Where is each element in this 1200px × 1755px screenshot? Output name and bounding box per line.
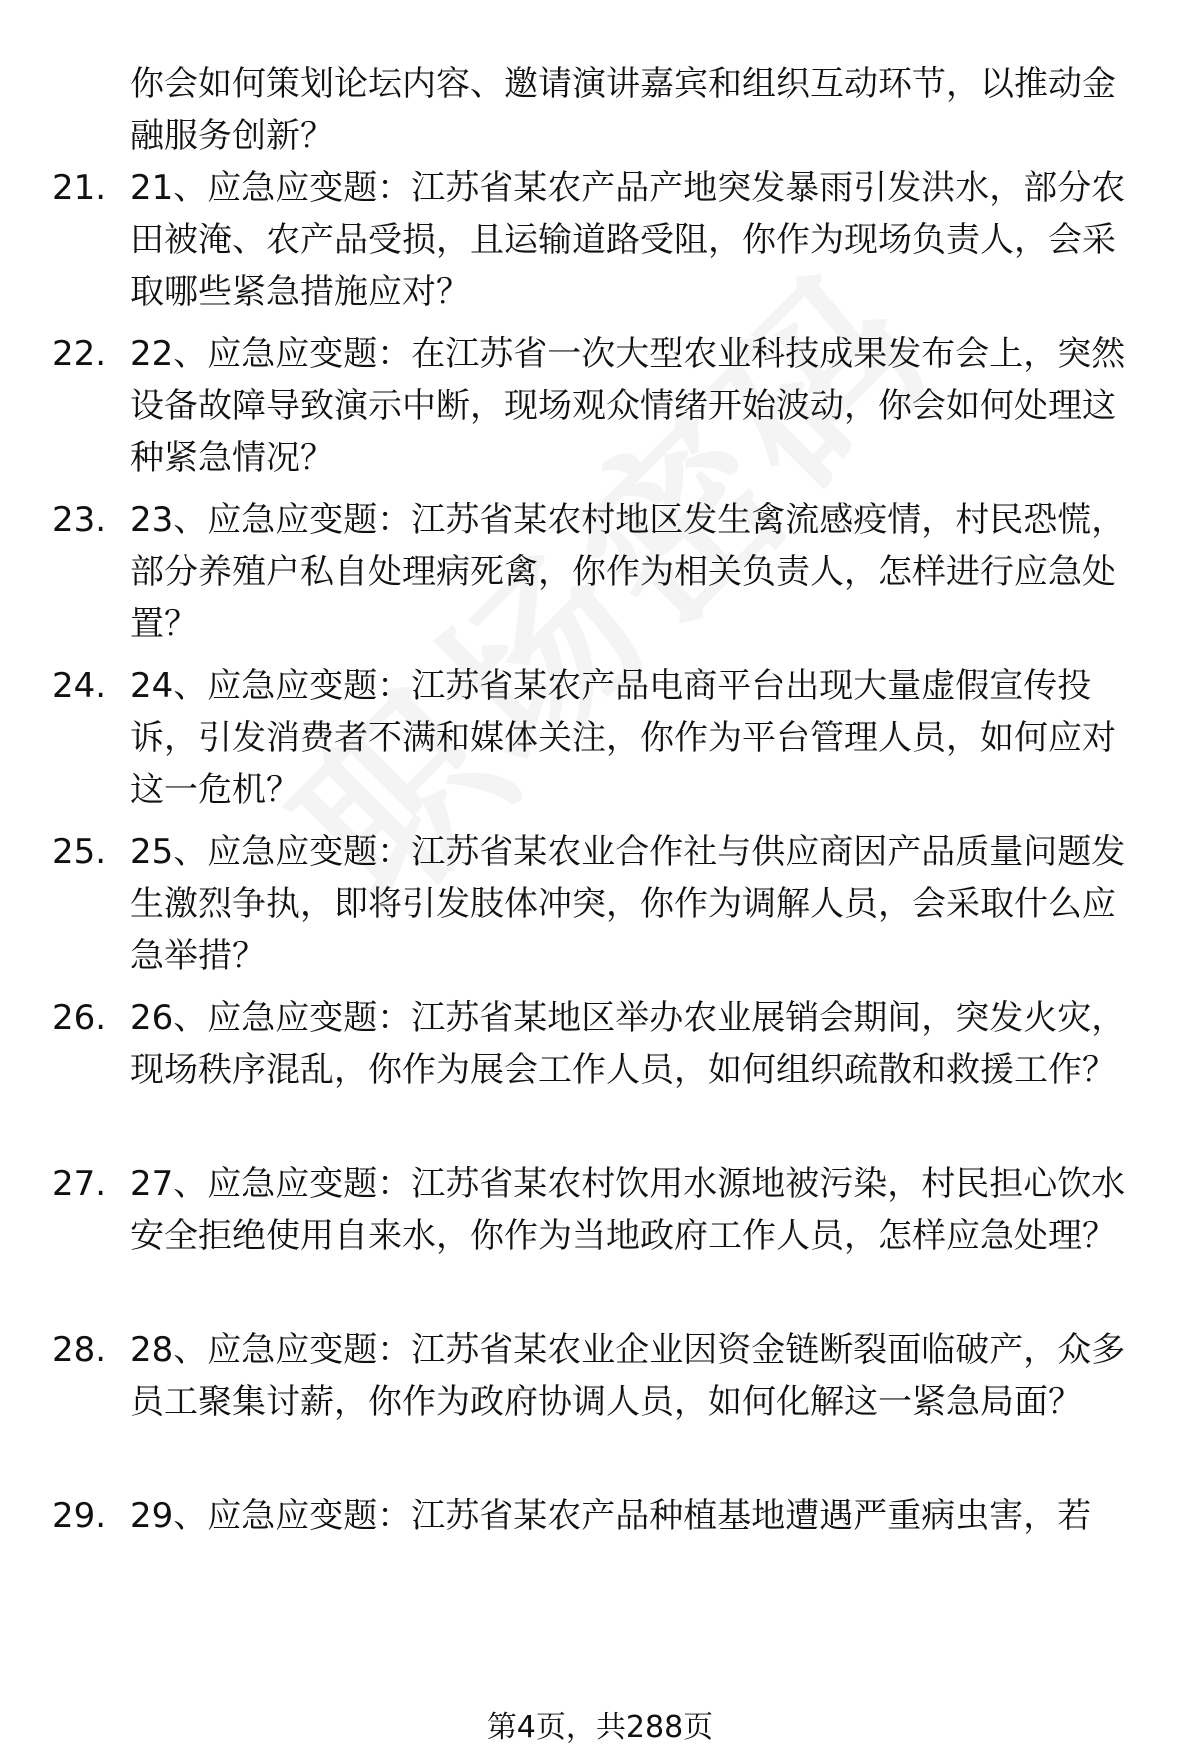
item-text: 26、应急应变题：江苏省某地区举办农业展销会期间，突发火灾，现场秩序混乱，你作为展会工作人员，如何组织疏散和救援工作？	[130, 998, 1126, 1090]
item-text: 28、应急应变题：江苏省某农业企业因资金链断裂面临破产，众多员工聚集讨薪，你作为政府协调人员，如何化解这一紧急局面？	[130, 1330, 1126, 1422]
item-number: 22.	[52, 334, 107, 374]
item-number: 27.	[52, 1164, 107, 1204]
item-number: 23.	[52, 500, 107, 540]
page-footer: 第4页，共288页	[486, 1710, 714, 1745]
item-number: 28.	[52, 1330, 107, 1370]
item-number: 26.	[52, 998, 107, 1038]
item-number: 25.	[52, 832, 107, 872]
item-text: 22、应急应变题：在江苏省一次大型农业科技成果发布会上，突然设备故障导致演示中断，现场观众情绪开始波动，你会如何处理这种紧急情况？	[130, 334, 1126, 478]
item-text: 23、应急应变题：江苏省某农村地区发生禽流感疫情，村民恐慌，部分养殖户私自处理病死禽，你作为相关负责人，怎样进行应急处置？	[130, 500, 1126, 644]
item-text: 27、应急应变题：江苏省某农村饮用水源地被污染，村民担心饮水安全拒绝使用自来水，你作为当地政府工作人员，怎样应急处理？	[130, 1164, 1126, 1256]
item-number: 21.	[52, 168, 107, 208]
item-text: 21、应急应变题：江苏省某农产品产地突发暴雨引发洪水，部分农田被淹、农产品受损，且运输道路受阻，你作为现场负责人，会采取哪些紧急措施应对？	[130, 168, 1126, 312]
item-number: 24.	[52, 666, 107, 706]
continued-question-text: 你会如何策划论坛内容、邀请演讲嘉宾和组织互动环节，以推动金融服务创新？	[130, 64, 1116, 156]
item-text: 25、应急应变题：江苏省某农业合作社与供应商因产品质量问题发生激烈争执，即将引发肢体冲突，你作为调解人员，会采取什么应急举措？	[130, 832, 1126, 976]
item-text: 29、应急应变题：江苏省某农产品种植基地遭遇严重病虫害，若	[130, 1496, 1092, 1536]
item-number: 29.	[52, 1496, 107, 1536]
item-text: 24、应急应变题：江苏省某农产品电商平台出现大量虚假宣传投诉，引发消费者不满和媒体关注，你作为平台管理人员，如何应对这一危机？	[130, 666, 1116, 810]
